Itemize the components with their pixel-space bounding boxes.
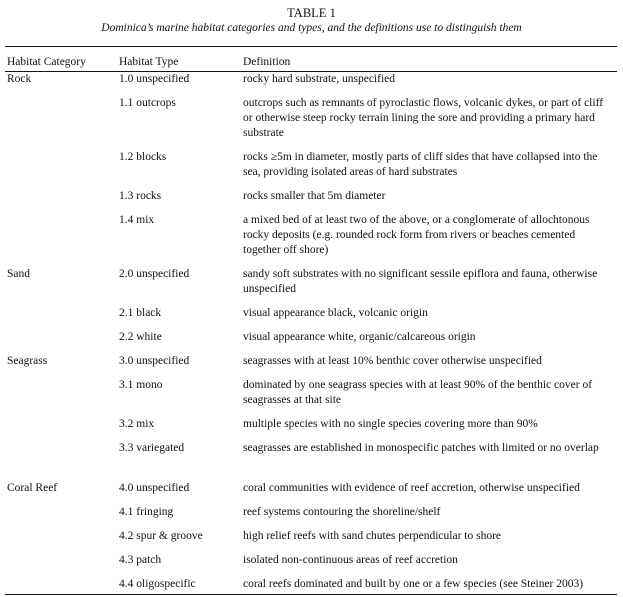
definition-cell: rocky hard substrate, unspecified — [243, 73, 396, 85]
type-cell: 1.2 blocks — [119, 151, 167, 163]
category-cell: Coral Reef — [7, 482, 58, 494]
definition-cell: outcrops such as remnants of pyroclastic flows, volcanic dykes, or part of cliff or otherwise steep rocky terrain lining the sore and providing a primary hard substrate — [243, 97, 604, 139]
category-cell: Seagrass — [7, 355, 48, 367]
bottom-rule — [5, 594, 617, 595]
type-cell: 3.0 unspecified — [119, 355, 190, 367]
type-cell: 2.1 black — [119, 307, 162, 319]
table-label: TABLE 1 — [287, 6, 336, 20]
definition-cell: dominated by one seagrass species with at least 90% of the benthic cover of seagrasses at that site — [243, 379, 593, 406]
type-cell: 2.2 white — [119, 331, 162, 343]
category-cell: Rock — [7, 73, 32, 85]
type-cell: 4.2 spur & groove — [119, 530, 203, 542]
type-cell: 3.3 variegated — [119, 442, 185, 454]
definition-cell: visual appearance white, organic/calcareous origin — [243, 331, 476, 343]
definition-cell: multiple species with no single species covering more than 90% — [243, 418, 538, 430]
type-cell: 3.1 mono — [119, 379, 163, 391]
definition-cell: coral communities with evidence of reef accretion, otherwise unspecified — [243, 482, 580, 494]
type-cell: 4.0 unspecified — [119, 482, 190, 494]
type-cell: 4.3 patch — [119, 554, 162, 566]
category-cell: Sand — [7, 268, 30, 280]
header-category: Habitat Category — [7, 56, 86, 68]
type-cell: 1.3 rocks — [119, 190, 162, 202]
top-rule — [5, 46, 617, 47]
type-cell: 2.0 unspecified — [119, 268, 190, 280]
definition-cell: sandy soft substrates with no significant sessile epiflora and fauna, otherwise unspecified — [243, 268, 598, 295]
definition-cell: a mixed bed of at least two of the above, or a conglomerate of allochtonous rocky deposits (e.g. rounded rock form from rivers or beaches cemented together off shore) — [243, 214, 590, 256]
definition-cell: rocks smaller that 5m diameter — [243, 190, 386, 202]
definition-cell: visual appearance black, volcanic origin — [243, 307, 428, 319]
type-cell: 4.4 oligospecific — [119, 578, 196, 590]
type-cell: 4.1 fringing — [119, 506, 174, 518]
type-cell: 1.4 mix — [119, 214, 155, 226]
definition-cell: rocks ≥5m in diameter, mostly parts of cliff sides that have collapsed into the sea, providing isolated areas of hard substrates — [243, 151, 598, 178]
type-cell: 1.1 outcrops — [119, 97, 176, 109]
definition-cell: reef systems contouring the shoreline/shelf — [243, 506, 441, 518]
table-caption: Dominica’s marine habitat categories and types, and the definitions use to distinguish them — [101, 22, 522, 34]
type-cell: 3.2 mix — [119, 418, 155, 430]
header-type: Habitat Type — [119, 56, 179, 68]
definition-cell: isolated non-continuous areas of reef accretion — [243, 554, 458, 566]
definition-cell: high relief reefs with sand chutes perpendicular to shore — [243, 530, 502, 542]
definition-cell: seagrasses with at least 10% benthic cover otherwise unspecified — [243, 355, 542, 367]
type-cell: 1.0 unspecified — [119, 73, 190, 85]
definition-cell: coral reefs dominated and built by one or a few species (see Steiner 2003) — [243, 578, 584, 590]
header-definition: Definition — [243, 56, 291, 68]
definition-cell: seagrasses are established in monospecific patches with limited or no overlap — [243, 442, 599, 454]
